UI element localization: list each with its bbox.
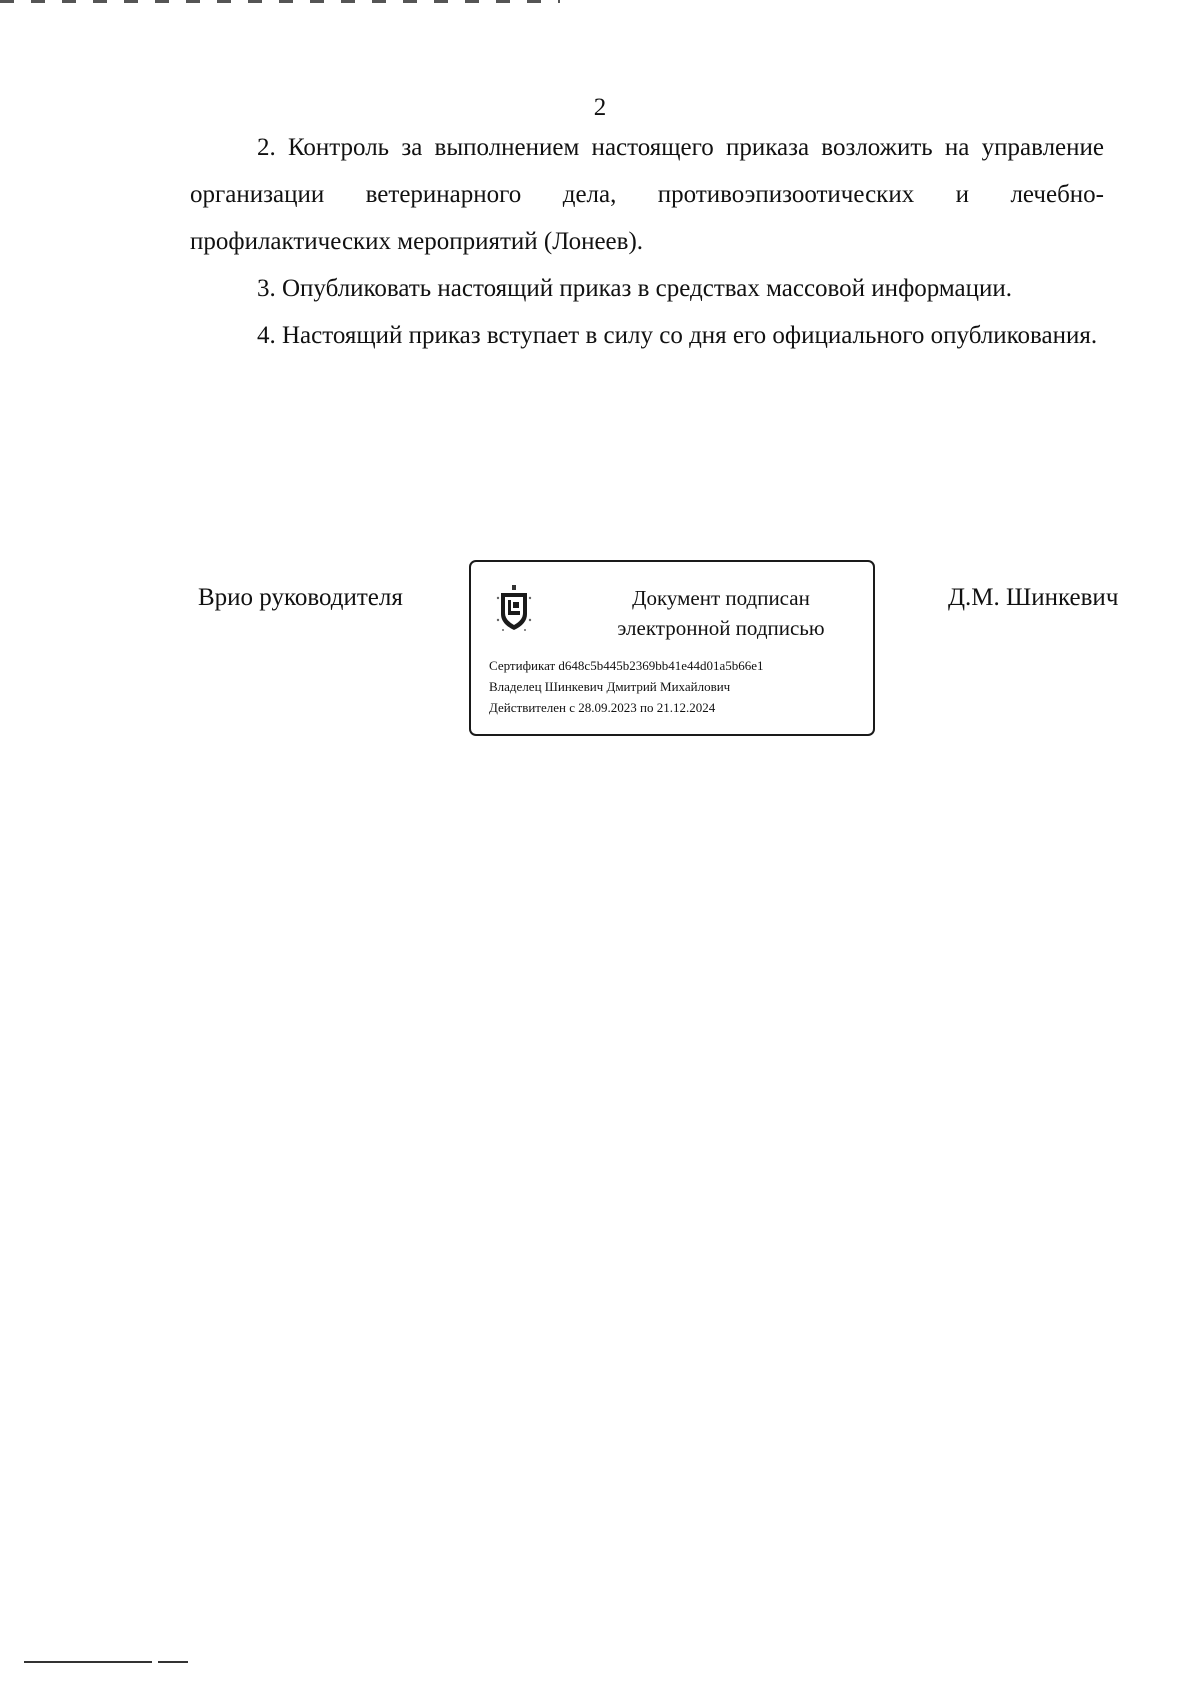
stamp-details: [489, 655, 869, 718]
paragraph-4: 4. Настоящий приказ вступает в силу со дня его официального опубликования.: [257, 322, 1098, 349]
stamp-validity: Действителен с 28.09.2023 по 21.12.2024: [489, 700, 716, 715]
stamp-certificate: Сертификат d648c5b445b2369bb41e44d01a5b66e1: [489, 658, 764, 673]
page-number: 2: [593, 94, 607, 121]
bottom-footnote-rule: [24, 1661, 188, 1663]
stamp-heading-line-1: Документ подписан: [632, 586, 810, 610]
stamp-heading-line-2: электронной подписью: [617, 616, 825, 640]
coat-of-arms-icon: [495, 584, 533, 632]
stamp-heading: [581, 583, 861, 643]
paragraph-3: 3. Опубликовать настоящий приказ в средствах массовой информации.: [257, 275, 1013, 302]
stamp-owner: Владелец Шинкевич Дмитрий Михайлович: [489, 679, 731, 694]
document-body: [190, 124, 1104, 359]
top-dashed-rule: [0, 0, 560, 3]
signatory-name: Д.М. Шинкевич: [948, 584, 1119, 611]
paragraph-2: 2. Контроль за выполнением настоящего приказа возложить на управление организации ветеринарного дела, противоэпизоотических и лечебно-профилактических мероприятий (Лонеев).: [190, 134, 1104, 255]
electronic-signature-stamp: [469, 560, 875, 736]
signatory-title: Врио руководителя: [198, 584, 403, 611]
